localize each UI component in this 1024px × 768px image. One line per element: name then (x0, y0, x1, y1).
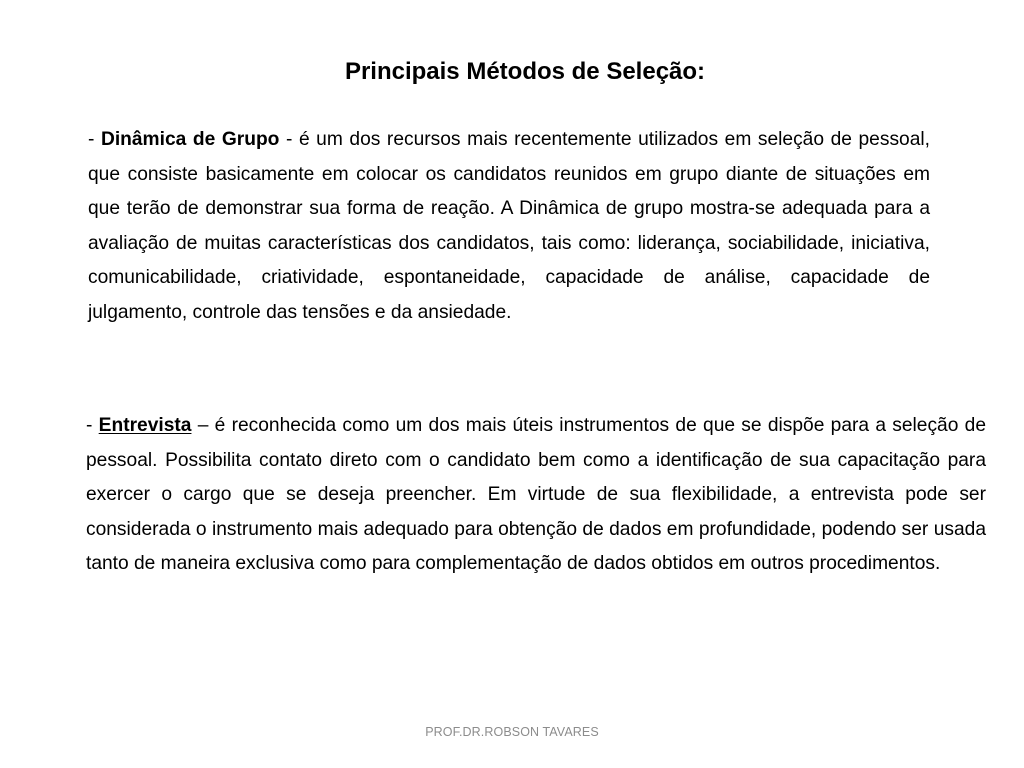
slide-title: Principais Métodos de Seleção: (344, 58, 706, 85)
section-text-entrevista: é reconhecida como um dos mais úteis instrumentos de que se dispõe para a seleção de pessoal. Possibilita contato direto com o candidato bem como a identificação de sua capacitação para exercer o cargo que se deseja preencher. Em virtude de sua flexibilidade, a entrevista pode ser considerada o instrumento mais adequado para obtenção de dados em profundidade, podendo ser usada tanto de maneira exclusiva como para complementação de dados obtidos em outros procedimentos. (86, 415, 986, 574)
section-term-entrevista: Entrevista (98, 415, 192, 436)
section-separator: - (279, 129, 299, 150)
section-entrevista (86, 409, 986, 582)
section-prefix: - (88, 129, 101, 150)
section-term-dinamica-de-grupo: Dinâmica de Grupo (100, 129, 280, 150)
section-prefix: - (86, 415, 99, 436)
slide-footer: PROF.DR.ROBSON TAVARES (425, 725, 599, 739)
section-separator: – (191, 415, 215, 436)
section-text-dinamica-de-grupo: é um dos recursos mais recentemente utilizados em seleção de pessoal, que consiste basicamente em colocar os candidatos reunidos em grupo diante de situações em que terão de demonstrar sua forma de reação. A Dinâmica de grupo mostra-se adequada para a avaliação de muitas características dos candidatos, tais como: liderança, sociabilidade, iniciativa, comunicabilidade, criatividade, espontaneidade, capacidade de análise, capacidade de julgamento, controle das tensões e da ansiedade. (88, 129, 930, 323)
section-dinamica-de-grupo (88, 123, 930, 330)
